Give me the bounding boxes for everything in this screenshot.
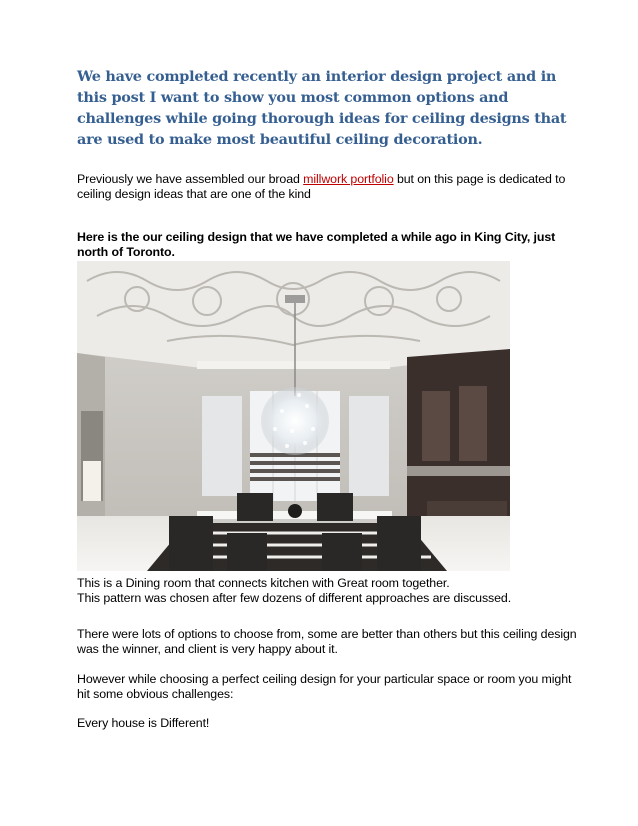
dining-room-paragraph xyxy=(77,576,577,606)
challenges-paragraph: However while choosing a perfect ceiling design for your particular space or room you might hit some obvious challenges: xyxy=(77,672,572,701)
dining-room-illustration xyxy=(77,261,510,571)
photo-intro-paragraph: Here is the our ceiling design that we have completed a while ago in King City, just north of Toronto. xyxy=(77,230,556,259)
intro-text-before: Previously we have assembled our broad xyxy=(77,172,304,186)
millwork-portfolio-link[interactable]: millwork portfolio xyxy=(303,172,394,186)
options-paragraph: There were lots of options to choose from, some are better than others but this ceiling design was the winner, and client is very happy about it. xyxy=(77,627,577,656)
dining-room-photo xyxy=(77,261,510,571)
every-house-paragraph: Every house is Different! xyxy=(77,716,210,730)
dining-room-line-2: This pattern was chosen after few dozens of different approaches are discussed. xyxy=(77,591,512,605)
intro-text-after: but on this page is dedicated to ceiling design ideas that are one of the kind xyxy=(77,172,566,201)
dining-room-line-1: This is a Dining room that connects kitchen with Great room together. xyxy=(77,576,450,590)
intro-paragraph xyxy=(77,172,577,202)
article-heading: We have completed recently an interior design project and in this post I want to show you most common options and challenges while going thorough ideas for ceiling designs that are used to make most beautiful ceiling decoration. xyxy=(77,68,567,148)
